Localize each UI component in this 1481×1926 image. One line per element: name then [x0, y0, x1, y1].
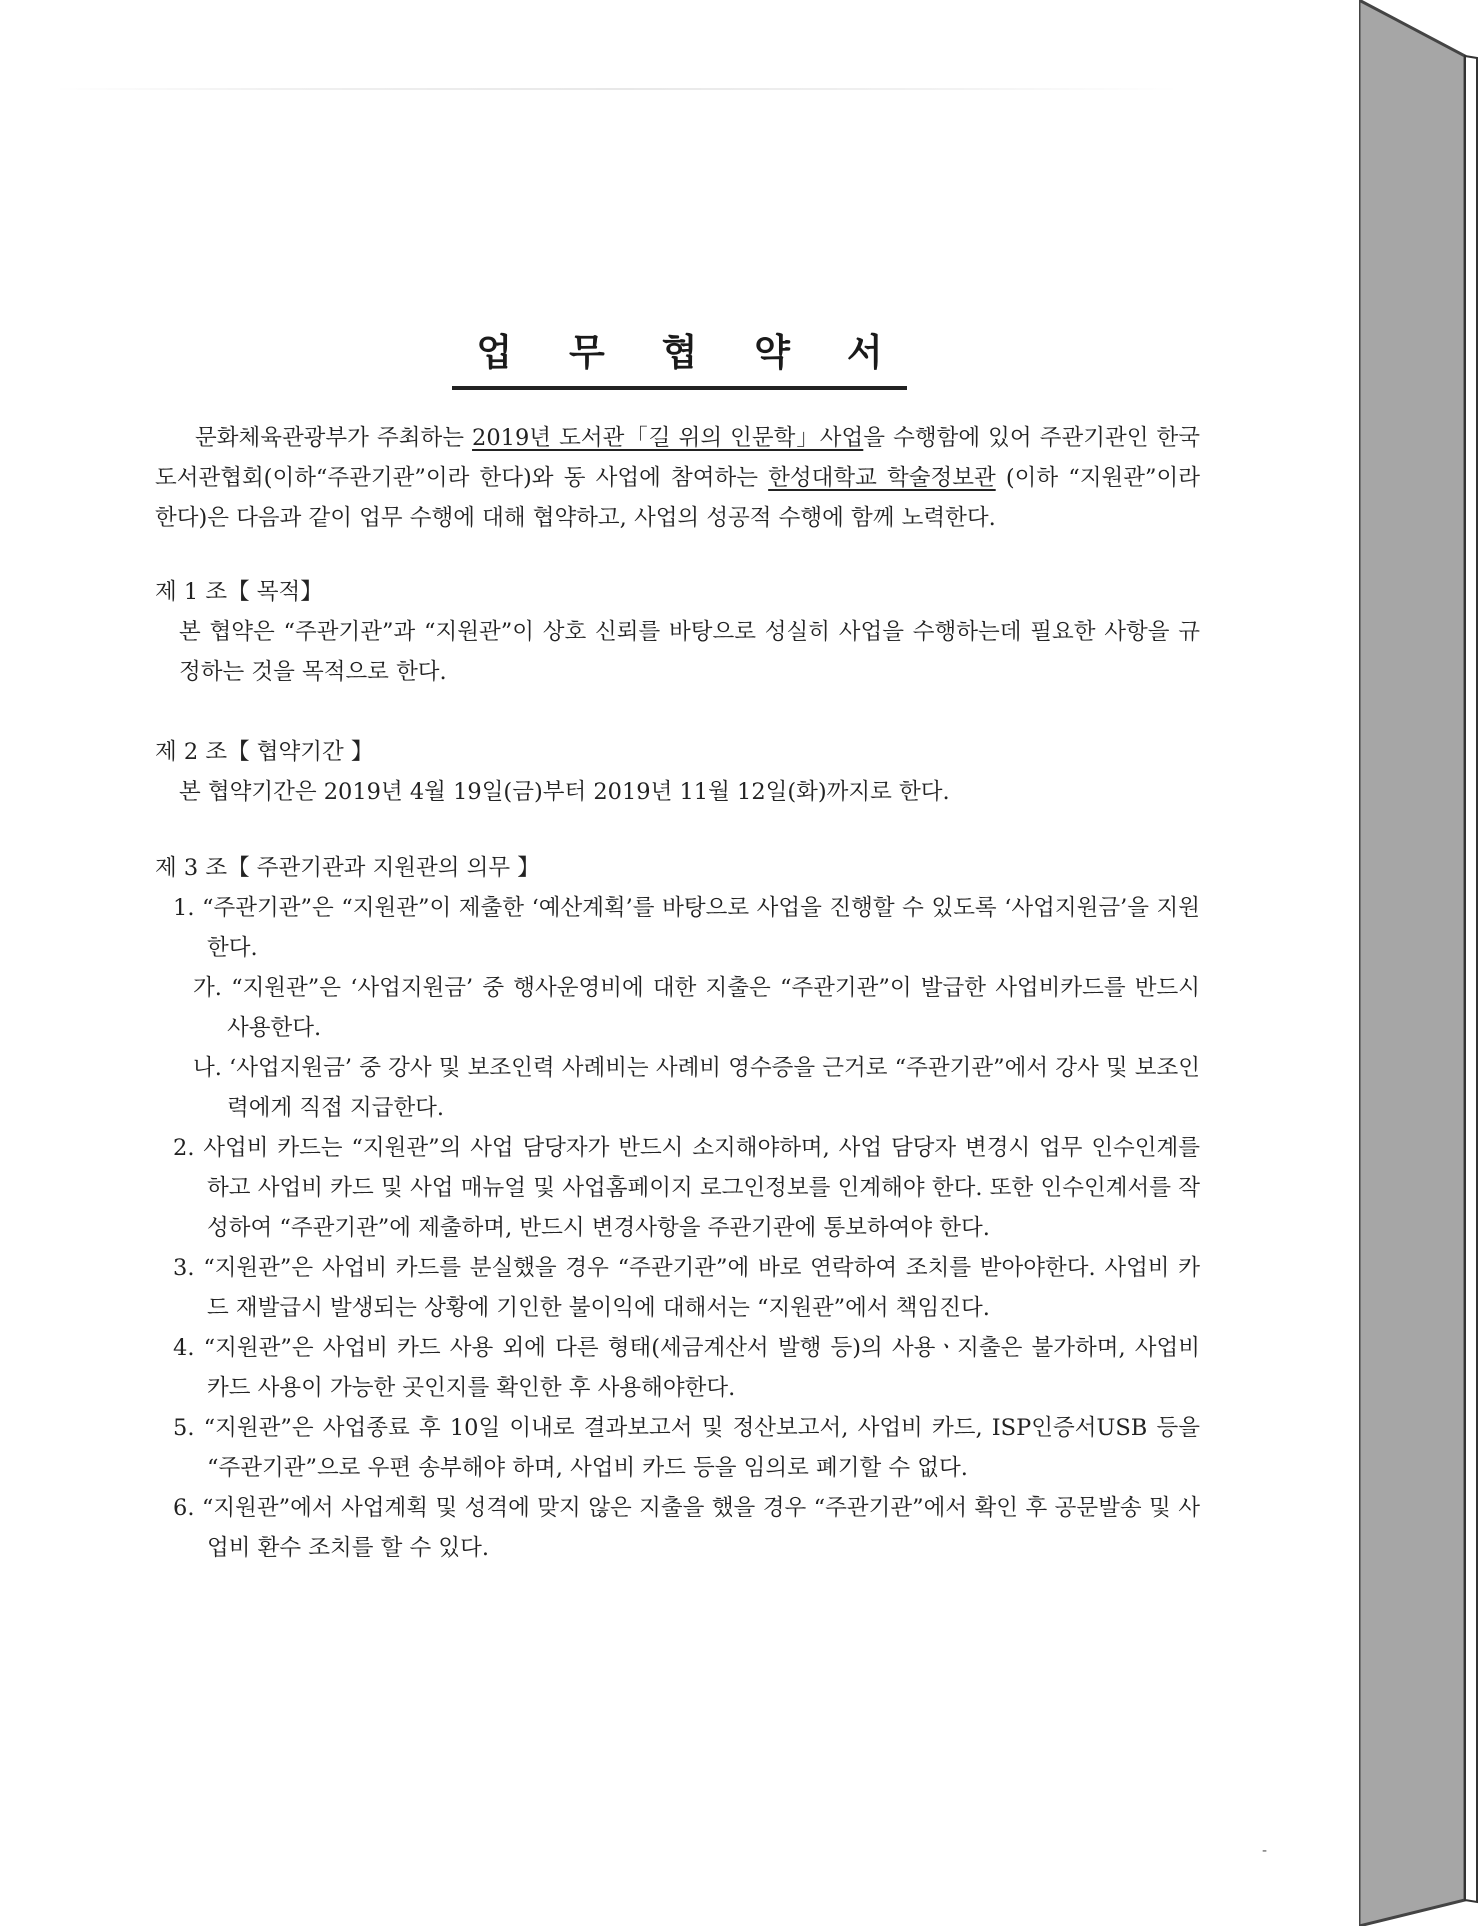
list-item: 2. 사업비 카드는 “지원관”의 사업 담당자가 반드시 소지해야하며, 사업 담당자 변경시 업무 인수인계를 하고 사업비 카드 및 사업 매뉴얼 및 사업홈페이지 로그인정보를 인계해야 한다. 또한 인수인계서를 작성하여 “주관기관”에 제출하며, 반드시 변경사항을 주관기관에 통보하여야 한다. [173, 1135, 1200, 1241]
article-heading: 제 3 조【 주관기관과 지원관의 의무 】 [155, 855, 540, 881]
article-heading: 제 2 조【 협약기간 】 [155, 739, 374, 765]
list-subitem: 나. ‘사업지원금’ 중 강사 및 보조인력 사례비는 사례비 영수증을 근거로 “주관기관”에서 강사 및 보조인력에게 직접 지급한다. [193, 1055, 1200, 1121]
intro-text-2: 을 수행함에 있어 주관기관인 한국도서관협회(이하“주관기관”이라 한다)와 동 사업에 참여하는 [155, 425, 1201, 491]
page-footer-mark: - [1262, 1843, 1268, 1859]
list-item: 1. “주관기관”은 “지원관”이 제출한 ‘예산계획’를 바탕으로 사업을 진행할 수 있도록 ‘사업지원금’을 지원한다. [173, 895, 1200, 961]
list-item: 5. “지원관”은 사업종료 후 10일 이내로 결과보고서 및 정산보고서, 사업비 카드, ISP인증서USB 등을 “주관기관”으로 우편 송부해야 하며, 사업비 카드 등을 임의로 폐기할 수 없다. [173, 1415, 1200, 1481]
scan-smudge [52, 88, 1182, 90]
article-1 [155, 572, 1200, 692]
intro-text-3: (이하 “지원관”이라 한다)은 다음과 같이 업무 수행에 대해 협약하고, 사업의 성공적 수행에 함께 노력한다. [155, 465, 1200, 531]
article-body: 본 협약은 “주관기관”과 “지원관”이 상호 신뢰를 바탕으로 성실히 사업을 수행하는데 필요한 사항을 규정하는 것을 목적으로 한다. [179, 619, 1200, 685]
list-item: 4. “지원관”은 사업비 카드 사용 외에 다른 형태(세금계산서 발행 등)의 사용ㆍ지출은 불가하며, 사업비 카드 사용이 가능한 곳인지를 확인한 후 사용해야한다. [173, 1335, 1200, 1401]
article-3 [155, 848, 1200, 1568]
document-title: 업 무 협 약 서 [452, 322, 906, 390]
article-2 [155, 732, 1200, 812]
list-item: 6. “지원관”에서 사업계획 및 성격에 맞지 않은 지출을 했을 경우 “주관기관”에서 확인 후 공문발송 및 사업비 환수 조치를 할 수 있다. [173, 1495, 1200, 1561]
project-name: 2019년 도서관「길 위의 인문학」사업 [472, 425, 864, 451]
page-stack-illustration [1359, 0, 1481, 1926]
participant-name: 한성대학교 학술정보관 [768, 465, 996, 491]
article-heading: 제 1 조【 목적】 [155, 579, 323, 605]
list-item: 3. “지원관”은 사업비 카드를 분실했을 경우 “주관기관”에 바로 연락하여 조치를 받아야한다. 사업비 카드 재발급시 발생되는 상황에 기인한 불이익에 대해서는 “지원관”에서 책임진다. [173, 1255, 1200, 1321]
intro-paragraph [155, 418, 1200, 538]
page-stack-side [1359, 0, 1481, 1926]
document-body [155, 418, 1200, 1568]
article-body: 본 협약기간은 2019년 4월 19일(금)부터 2019년 11월 12일(화)까지로 한다. [179, 779, 950, 805]
title-container [0, 322, 1359, 390]
intro-text-1: 문화체육관광부가 주최하는 [195, 425, 473, 451]
list-subitem: 가. “지원관”은 ‘사업지원금’ 중 행사운영비에 대한 지출은 “주관기관”이 발급한 사업비카드를 반드시 사용한다. [193, 975, 1200, 1041]
